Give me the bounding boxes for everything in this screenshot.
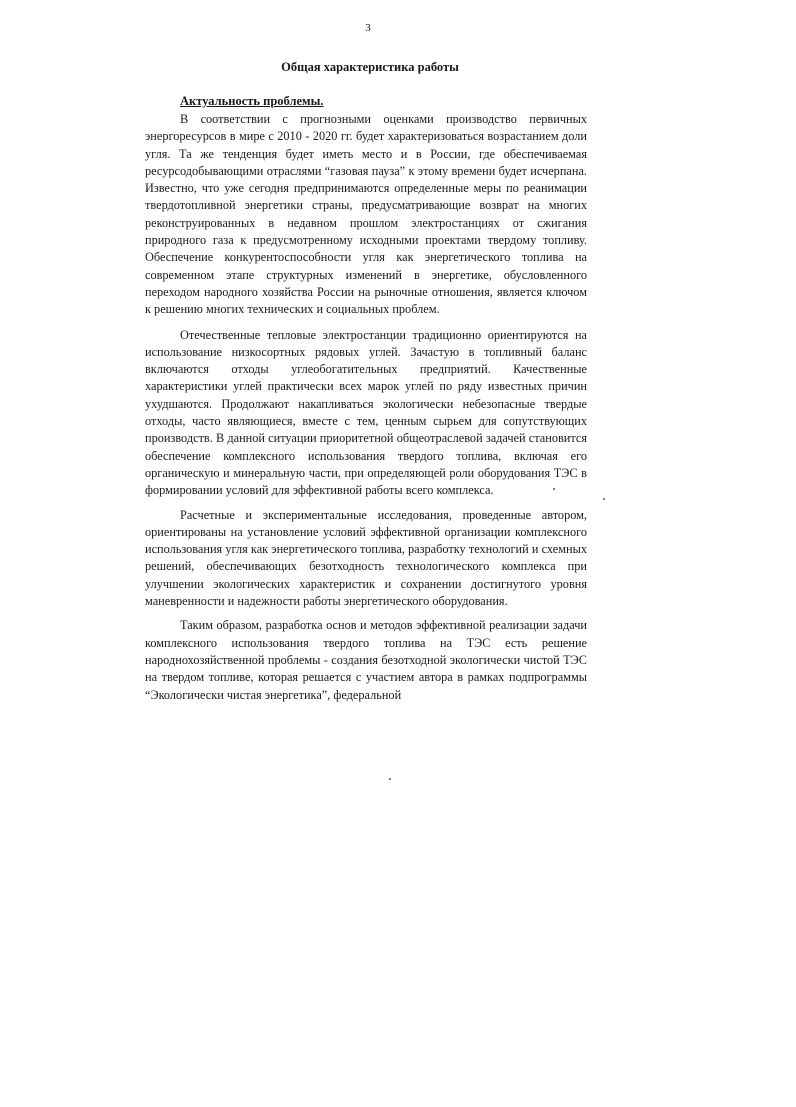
paragraph-2: Отечественные тепловые электростанции традиционно ориентируются на использование низкосортных рядовых углей. Зачастую в топливный баланс включаются отходы углеобогатительных предприятий. Качественные характеристики углей практически всех марок углей по ряду известных причин ухудшаются. Продолжают накапливаться экологически небезопасные твердые отходы, часто являющиеся, вместе с тем, ценным сырьем для сопутствующих производств. В данной ситуации приоритетной общеотраслевой задачей становится обеспечение комплексного использования твердого топлива, включая его органическую и минеральную части, при определяющей роли оборудования ТЭС в формировании условий для эффективной работы всего комплекса.	[145, 327, 587, 498]
page-number: 3	[365, 22, 371, 34]
subsection-heading: Актуальность проблемы.	[180, 94, 324, 108]
section-heading: Общая характеристика работы	[281, 60, 459, 74]
paragraph-1: В соответствии с прогнозными оценками производство первичных энергоресурсов в мире с 2010 - 2020 гг. будет характеризоваться возрастанием доли угля. Та же тенденция будет иметь место и в России, где обеспечиваемая ресурсодобывающими отраслями “газовая пауза” к этому времени будет исчерпана. Известно, что уже сегодня предпринимаются определенные меры по реанимации твердотопливной энергетики страны, предусматривающие возврат на многих реконструированных в недавном прошлом электростанциях от сжигания природного газа к предусмотренному исходными проектами твердому топливу. Обеспечение конкурентоспособности угля как энергетического топлива на современном этапе структурных изменений в энергетике, обусловленного переходом народного хозяйства России на рыночные отношения, является ключом к решению многих технических и социальных проблем.	[145, 112, 587, 317]
paragraph-4: Таким образом, разработка основ и методов эффективной реализации задачи комплексного использования твердого топлива на ТЭС есть решение народнохозяйственной проблемы - создания безотходной экологически чистой ТЭС на твердом топливе, которая решается с участием автора в рамках подпрограммы “Экологически чистая энергетика”, федеральной	[145, 618, 587, 702]
scan-speck	[389, 778, 391, 780]
paragraph-3: Расчетные и экспериментальные исследования, проведенные автором, ориентированы на установление условий эффективной организации комплексного использования угля как энергетического топлива, разработку технологий и схемных решений, обеспечивающих безотходность технологического комплекса при улучшении экологических характеристик и сохранении достигнутого уровня маневренности и надежности работы энергетического оборудования.	[145, 507, 587, 609]
scan-speck	[603, 498, 605, 500]
scan-speck	[553, 488, 555, 490]
body-text	[145, 111, 587, 711]
